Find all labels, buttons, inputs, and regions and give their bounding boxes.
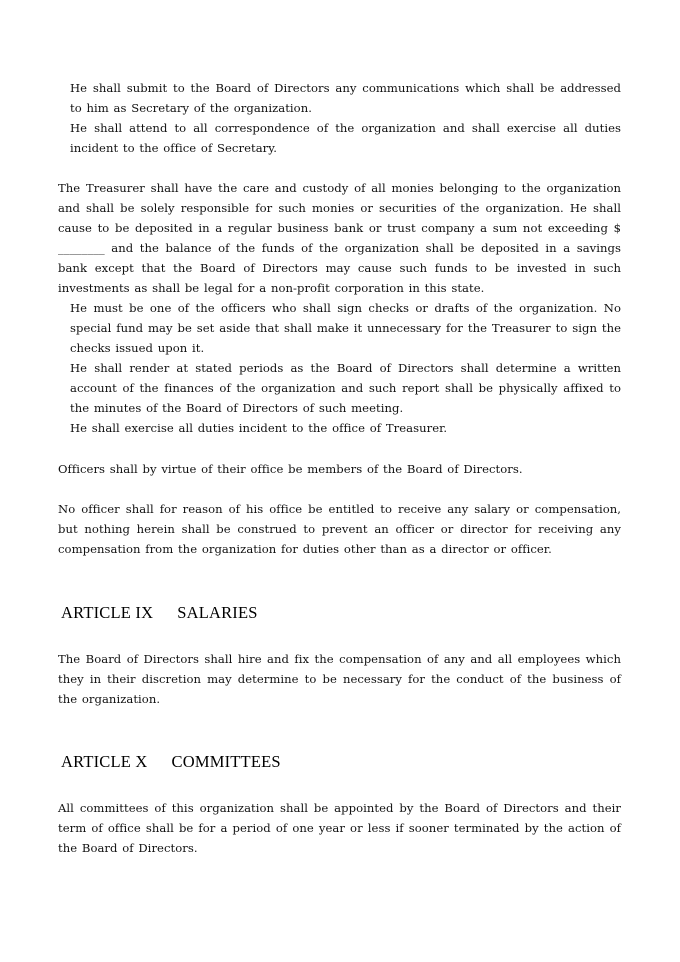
officers-members-paragraph: Officers shall by virtue of their office be members of the Board of Directors. xyxy=(58,462,523,476)
article-x-body: All committees of this organization shall be appointed by the Board of Directors and their term of office shall be for a period of one year or less if sooner terminated by the action of the Board of Directors. xyxy=(58,801,621,855)
article-x-number: ARTICLE X xyxy=(61,752,148,771)
treasurer-duty-exercise: He shall exercise all duties incident to the office of Treasurer. xyxy=(70,421,448,435)
no-salary-paragraph: No officer shall for reason of his office be entitled to receive any salary or compensation, but nothing herein shall be construed to prevent an officer or director for receiving any compensation from the organization for duties other than as a director or officer. xyxy=(58,502,621,556)
article-x-title: COMMITTEES xyxy=(171,752,281,771)
article-ix-number: ARTICLE IX xyxy=(61,603,154,622)
treasurer-duty-account: He shall render at stated periods as the Board of Directors shall determine a written account of the finances of the organization and such report shall be physically affixed to the minutes of the Board of Directors of such meeting. xyxy=(70,361,621,415)
treasurer-paragraph: The Treasurer shall have the care and custody of all monies belonging to the organization and shall be solely responsible for such monies or securities of the organization. He shall cause to be deposited in a regular business bank or trust company a sum not exceeding $ ________ and the balance of the funds of the organization shall be deposited in a savings bank except that the Board of Directors may cause such funds to be invested in such investments as shall be legal for a non-profit corporation in this state. xyxy=(58,181,621,295)
secretary-duty-communications: He shall submit to the Board of Directors any communications which shall be addressed to him as Secretary of the organization. xyxy=(70,81,621,115)
article-x-heading xyxy=(61,752,281,772)
article-ix-body: The Board of Directors shall hire and fix the compensation of any and all employees which they in their discretion may determine to be necessary for the conduct of the business of the organization. xyxy=(58,652,621,706)
treasurer-duty-checks: He must be one of the officers who shall sign checks or drafts of the organization. No special fund may be set aside that shall make it unnecessary for the Treasurer to sign the checks issued upon it. xyxy=(70,301,621,355)
article-ix-heading xyxy=(61,603,258,623)
article-ix-title: SALARIES xyxy=(177,603,258,622)
secretary-duty-correspondence: He shall attend to all correspondence of the organization and shall exercise all duties incident to the office of Secretary. xyxy=(70,121,621,155)
